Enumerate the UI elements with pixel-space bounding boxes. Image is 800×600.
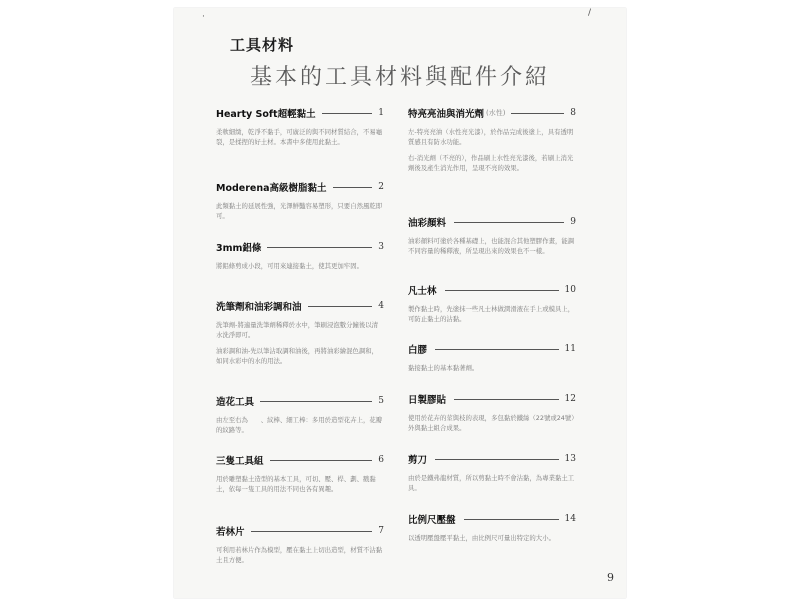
leader-line <box>322 113 373 114</box>
toc-entry <box>216 524 384 571</box>
entry-heading <box>408 342 576 356</box>
entry-number: 9 <box>570 217 576 227</box>
entry-heading <box>216 180 384 194</box>
entry-number: 7 <box>378 526 384 536</box>
entry-name: 3mm鋁條 <box>216 243 262 254</box>
entry-number: 3 <box>378 242 384 252</box>
entry-description <box>408 533 576 543</box>
description-paragraph: 將鋁條剪成小段，可用來連接黏土，使其更加牢固。 <box>216 262 363 270</box>
page-number: 9 <box>607 571 614 584</box>
entry-number: 4 <box>378 301 384 311</box>
entry-number: 8 <box>570 108 576 118</box>
entry-heading <box>408 106 576 120</box>
entry-heading <box>216 240 384 254</box>
entry-name: 三隻工具組 <box>216 456 264 467</box>
entry-description <box>216 261 384 271</box>
description-paragraph: 使用於花卉的莖與枝的表現，多包黏於鐵絲（22號或24號）外與黏土組合成果。 <box>408 414 575 432</box>
toc-entry <box>408 106 576 179</box>
toc-entry <box>408 512 576 549</box>
description-paragraph: 柔軟細緻，乾淨不黏手，可廣泛的與不同材質結合，不易龜裂，是揉捏的好土材。本書中多使用此黏土。 <box>216 128 383 146</box>
toc-entry <box>216 106 384 153</box>
entry-number: 11 <box>564 344 576 354</box>
entry-number: 5 <box>378 396 384 406</box>
entry-name: 油彩顏料 <box>408 218 447 229</box>
entry-description <box>216 474 384 494</box>
entry-name: 凡士林 <box>408 286 437 297</box>
leader-line <box>267 247 372 248</box>
toc-entry <box>408 342 576 379</box>
toc-entry <box>216 394 384 441</box>
entry-name: 日製膠貼 <box>408 395 447 406</box>
description-paragraph: 右-消光劑（不亮的），作品刷上水性亮光漆後，若刷上消光劑後及產生消光作用，呈現不亮的效果。 <box>408 154 574 172</box>
entry-heading <box>408 392 576 406</box>
description-paragraph: 由左至右為 、紋棒、細工棒：多用於造型花卉上，花瓣的紋路等。 <box>216 416 383 434</box>
entry-description <box>216 320 384 366</box>
description-paragraph: 油彩顏料可塗於各種基礎上，也能混合其他塑膠作畫，能調不同容量的稀釋液，所呈現出來的效果也不一樣。 <box>408 237 575 255</box>
entry-number: 13 <box>564 454 576 464</box>
entry-name: 剪刀 <box>408 455 428 466</box>
toc-entry <box>216 180 384 227</box>
entry-description <box>408 473 576 493</box>
toc-entry <box>216 453 384 500</box>
entry-name: 洗筆劑和油彩調和油 <box>216 302 302 313</box>
leader-line <box>260 401 372 402</box>
entry-description <box>216 201 384 221</box>
leader-line <box>454 399 559 400</box>
description-paragraph: 由於是鐵弗龍材質，所以剪黏土時不會沾黏，為專業黏土工具。 <box>408 474 575 492</box>
leader-line <box>445 290 559 291</box>
page-title: 基本的工具材料與配件介紹 <box>249 65 550 90</box>
leader-line <box>270 460 373 461</box>
print-speck: / <box>588 8 592 18</box>
entry-description <box>408 413 576 433</box>
leader-line <box>435 459 559 460</box>
entry-heading <box>408 512 576 526</box>
leader-line <box>464 519 559 520</box>
description-paragraph: 此類黏土的延展性強，光澤鮮豔容易塑形，只要自然風乾即可。 <box>216 202 383 220</box>
leader-line <box>511 113 564 114</box>
entry-heading <box>216 299 384 313</box>
entry-name: 造花工具 <box>216 397 255 408</box>
entry-name: Hearty Soft超輕黏土 <box>216 109 316 120</box>
entry-number: 10 <box>564 285 576 295</box>
toc-entry <box>408 283 576 330</box>
entry-heading <box>216 524 384 538</box>
leader-line <box>308 306 373 307</box>
toc-entry <box>408 452 576 499</box>
entry-name: 白膠 <box>408 345 428 356</box>
entry-description <box>408 304 576 324</box>
description-paragraph: 可利用若林片作為模型，壓在黏土上切出造型，材質不沾黏土且方便。 <box>216 546 383 564</box>
entry-number: 6 <box>378 455 384 465</box>
entry-number: 12 <box>564 394 576 404</box>
toc-entry <box>216 299 384 372</box>
entry-description <box>216 127 384 147</box>
leader-line <box>435 349 559 350</box>
entry-description <box>408 363 576 373</box>
entry-number: 2 <box>378 182 384 192</box>
entry-name: 比例尺壓盤 <box>408 515 456 526</box>
toc-entry <box>408 215 576 262</box>
entry-number: 1 <box>378 108 384 118</box>
description-paragraph: 洗筆劑-將適量洗筆劑稀釋於水中，筆刷浸泡數分鐘後以清水洗淨即可。 <box>216 321 379 339</box>
entry-heading <box>408 452 576 466</box>
leader-line <box>251 531 373 532</box>
entry-heading <box>216 394 384 408</box>
entry-name: 若林片 <box>216 527 245 538</box>
entry-description <box>216 415 384 435</box>
entry-name: 特亮亮油與消光劑 <box>408 109 485 120</box>
entry-description <box>216 545 384 565</box>
description-paragraph: 油彩調和油-先以筆沾取調和油後，再將油彩繪混色調和，如同水彩中的水的用法。 <box>216 347 379 365</box>
leader-line <box>333 187 373 188</box>
description-paragraph: 左-特亮亮油（水性亮光漆），於作品完成後塗上，具有透明質感且有防水功能。 <box>408 128 574 146</box>
description-paragraph: 黏接黏土的基本黏著劑。 <box>408 364 479 372</box>
entry-heading <box>408 215 576 229</box>
description-paragraph: 用於雕塑黏土造型的基本工具，可切、壓、桿、劃、戳黏土，依每一隻工具的用法不同也各有異趣。 <box>216 475 376 493</box>
entry-description <box>408 127 576 173</box>
print-speck: · <box>202 12 205 22</box>
entry-suffix: (水性) <box>486 109 506 117</box>
document-page <box>174 8 626 598</box>
leader-line <box>454 222 564 223</box>
entry-number: 14 <box>564 514 576 524</box>
description-paragraph: 以透明壓盤壓平黏土，由比例尺可量出特定的大小。 <box>408 534 555 542</box>
entry-heading <box>408 283 576 297</box>
toc-entry <box>216 240 384 277</box>
section-label: 工具材料 <box>230 36 295 54</box>
entry-heading <box>216 453 384 467</box>
entry-description <box>408 236 576 256</box>
description-paragraph: 製作黏土時，先塗抹一些凡士林做潤滑液在手上或模具上，可防止黏土的沾黏。 <box>408 305 575 323</box>
toc-entry <box>408 392 576 439</box>
entry-name: Moderena高級樹脂黏土 <box>216 183 327 194</box>
entry-heading <box>216 106 384 120</box>
